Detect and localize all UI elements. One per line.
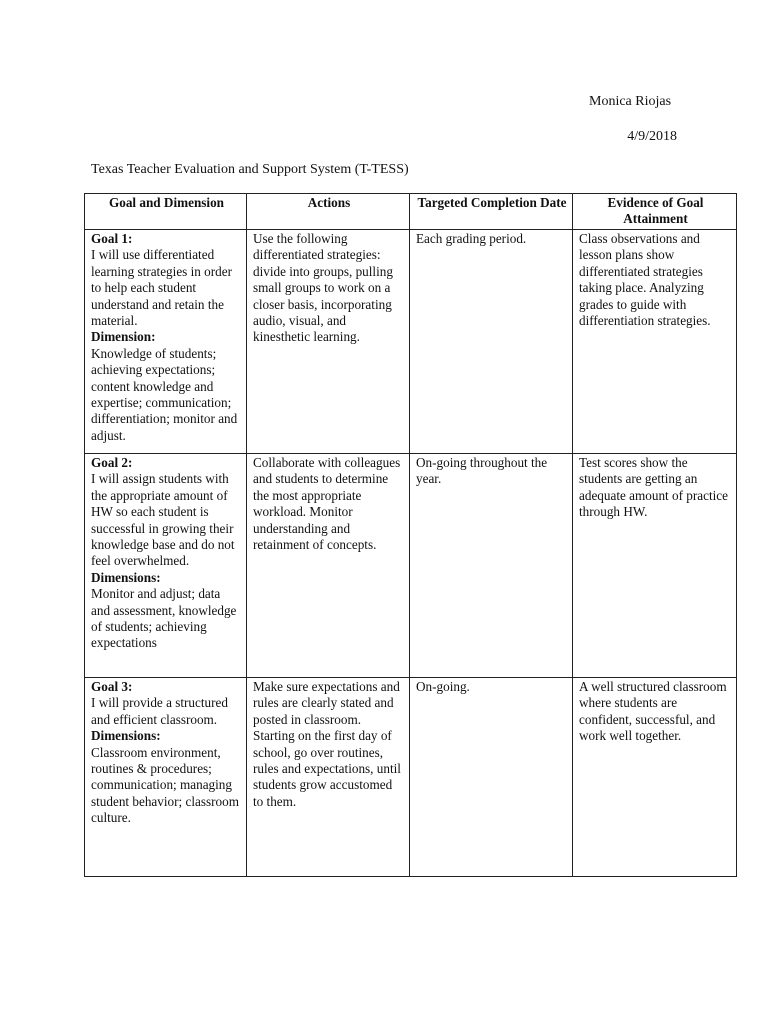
dimension-text: Monitor and adjust; data and assessment, knowledge of students; achieving expectations <box>91 586 237 651</box>
table-row <box>85 678 737 877</box>
goal-cell <box>85 678 247 877</box>
goal-text: I will provide a structured and efficient classroom. <box>91 695 228 727</box>
actions-cell: Use the following differentiated strategies: divide into groups, pulling small groups to work on a closer basis, incorporating audio, visual, and kinesthetic learning. <box>247 230 410 454</box>
goal-cell <box>85 454 247 678</box>
dimension-label: Dimension: <box>91 329 156 345</box>
dimension-text: Classroom environment, routines & procedures; communication; managing student behavior; classroom culture. <box>91 744 239 826</box>
column-header-goal: Goal and Dimension <box>85 194 247 230</box>
evidence-cell: Class observations and lesson plans show differentiated strategies taking place. Analyzing grades to guide with differentiation strategies. <box>573 230 737 454</box>
dimension-text: Knowledge of students; achieving expectations; content knowledge and expertise; communication; differentiation; monitor and adjust. <box>91 345 238 443</box>
date-cell: On-going throughout the year. <box>410 454 573 678</box>
table-row <box>85 230 737 454</box>
evidence-cell: Test scores show the students are getting an adequate amount of practice through HW. <box>573 454 737 678</box>
author-name: Monica Riojas <box>589 94 672 109</box>
dimension-label: Dimensions: <box>91 728 161 744</box>
goal-cell <box>85 230 247 454</box>
goal-text: I will assign students with the appropriate amount of HW so each student is successful in growing their knowledge base and do not feel overwhelmed. <box>91 471 235 569</box>
date-cell: Each grading period. <box>410 230 573 454</box>
goal-label: Goal 3: <box>91 679 133 694</box>
goal-text: I will use differentiated learning strategies in order to help each student understand and retain the material. <box>91 247 232 329</box>
column-header-actions: Actions <box>247 194 410 230</box>
dimension-label: Dimensions: <box>91 569 161 585</box>
actions-cell: Collaborate with colleagues and students to determine the most appropriate workload. Monitor understanding and retainment of concepts. <box>247 454 410 678</box>
date-cell: On-going. <box>410 678 573 877</box>
goal-label: Goal 2: <box>91 455 133 470</box>
goal-plan-table <box>84 193 737 877</box>
table-row <box>85 454 737 678</box>
document-date: 4/9/2018 <box>627 129 677 144</box>
column-header-date: Targeted Completion Date <box>410 194 573 230</box>
column-header-evidence: Evidence of Goal Attainment <box>573 194 737 230</box>
goal-label: Goal 1: <box>91 231 133 246</box>
evidence-cell: A well structured classroom where students are confident, successful, and work well together. <box>573 678 737 877</box>
actions-cell: Make sure expectations and rules are clearly stated and posted in classroom. Starting on the first day of school, go over routines, rules and expectations, until students grow accustomed to them. <box>247 678 410 877</box>
table-header-row <box>85 194 737 230</box>
document-title: Texas Teacher Evaluation and Support System (T-TESS) <box>91 162 409 177</box>
